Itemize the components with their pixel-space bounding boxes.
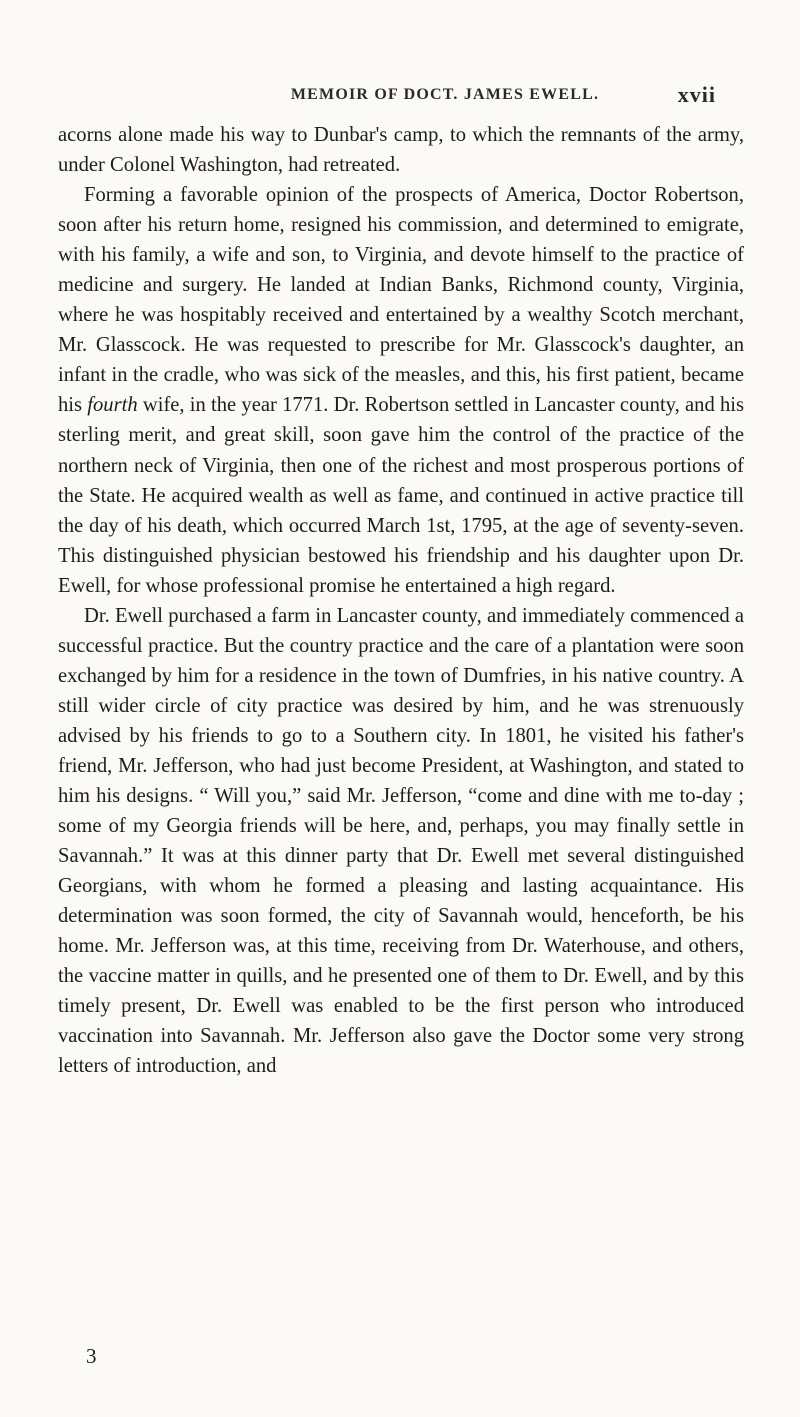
paragraph-1-text: acorns alone made his way to Dunbar's camp, to which the remnants of the army, under Colonel Washington, had retreated. — [58, 124, 744, 177]
running-title: MEMOIR OF DOCT. JAMES EWELL. — [290, 86, 600, 103]
body-text — [58, 120, 744, 1082]
page-number: xvii — [677, 82, 716, 107]
paragraph-3 — [58, 601, 744, 1082]
paragraph-2-text-b: wife, in the year 1771. Dr. Robertson settled in Lancaster county, and his sterling merit, and great skill, soon gave him the control of the practice of the northern neck of Virginia, then one of the richest and most prosperous portions of the State. He acquired wealth as well as fame, and continued in active practice till the day of his death, which occurred March 1st, 1795, at the age of seventy-seven. This distinguished physician bestowed his friendship and his daughter upon Dr. Ewell, for whose professional promise he entertained a high regard. — [58, 394, 744, 597]
paragraph-2-text-a: Forming a favorable opinion of the prospects of America, Doctor Robertson, soon after his return home, resigned his commission, and determined to emigrate, with his family, a wife and son, to Virginia, and devote himself to the practice of medicine and surgery. He landed at Indian Banks, Richmond county, Virginia, where he was hospitably received and entertained by a wealthy Scotch merchant, Mr. Glasscock. He was requested to prescribe for Mr. Glasscock's daughter, an infant in the cradle, who was sick of the measles, and this, his first patient, became his — [58, 184, 744, 417]
paragraph-3-text: Dr. Ewell purchased a farm in Lancaster county, and immediately commenced a successful practice. But the country practice and the care of a plantation were soon exchanged by him for a residence in the town of Dumfries, in his native country. A still wider circle of city practice was desired by him, and he was strenuously advised by his friends to go to a Southern city. In 1801, he visited his father's friend, Mr. Jefferson, who had just become President, at Washington, and stated to him his designs. “ Will you,” said Mr. Jefferson, “come and dine with me to-day ; some of my Georgia friends will be here, and, perhaps, you may finally settle in Savannah.” It was at this dinner party that Dr. Ewell met several distinguished Georgians, with whom he formed a pleasing and lasting acquaintance. His determination was soon formed, the city of Savannah would, henceforth, be his home. Mr. Jefferson was, at this time, receiving from Dr. Waterhouse, and others, the vaccine matter in quills, and he presented one of them to Dr. Ewell, and by this timely present, Dr. Ewell was enabled to be the first person who introduced vaccination into Savannah. Mr. Jefferson also gave the Doctor some very strong letters of introduction, and — [58, 604, 744, 1078]
paragraph-2 — [58, 180, 744, 601]
italic-word: fourth — [87, 394, 138, 417]
signature-mark: 3 — [86, 1344, 97, 1368]
paragraph-1 — [58, 120, 744, 180]
